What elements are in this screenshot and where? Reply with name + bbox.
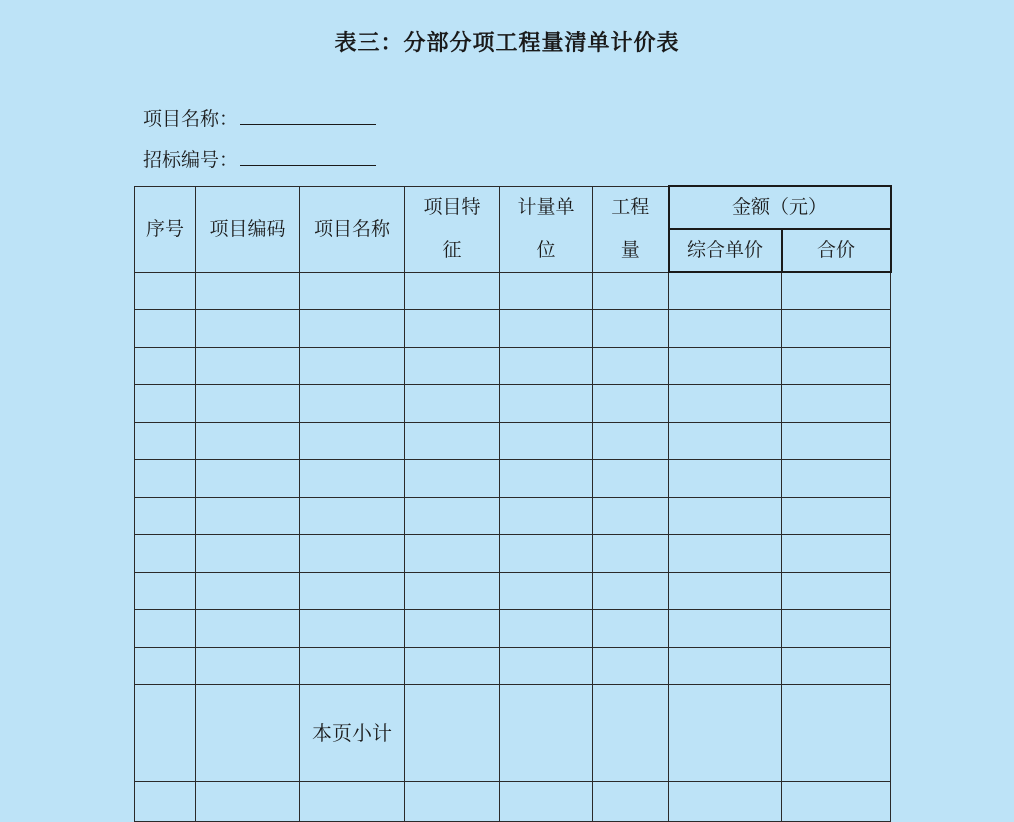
table-cell [500,422,593,460]
header-qty-top: 工程 [593,186,669,229]
table-cell [593,347,669,385]
table-cell [593,460,669,498]
project-name-label: 项目名称： [143,108,239,130]
header-code: 项目编码 [196,186,300,272]
table-cell [593,310,669,348]
table-cell [782,647,891,685]
table-cell [405,782,500,822]
table-cell [135,610,196,648]
table-cell [782,535,891,573]
table-cell [300,460,405,498]
table-cell [135,647,196,685]
table-cell [593,385,669,423]
table-cell [135,782,196,822]
table-cell [669,460,782,498]
table-cell [669,497,782,535]
table-cell [135,422,196,460]
table-cell [593,497,669,535]
table-cell [300,347,405,385]
table-cell [300,572,405,610]
table-row [135,497,891,535]
table-cell [782,272,891,310]
table-cell [196,647,300,685]
table-cell [593,685,669,782]
table-cell [500,685,593,782]
tender-number-field [143,145,376,172]
table-cell [500,497,593,535]
subtotal-row [135,685,891,782]
table-row [135,535,891,573]
table-row [135,310,891,348]
header-unit-top: 计量单 [500,186,593,229]
table-cell [300,310,405,348]
project-name-field [143,104,376,131]
table-cell [782,310,891,348]
table-cell [500,385,593,423]
table-cell [196,782,300,822]
table-row [135,647,891,685]
table-cell [405,647,500,685]
table-cell [669,422,782,460]
table-row [135,347,891,385]
table-cell [500,782,593,822]
table-cell [196,385,300,423]
table-cell [782,347,891,385]
table-cell [669,310,782,348]
header-feature-bottom: 征 [405,229,500,272]
table-cell [669,535,782,573]
table-cell [196,610,300,648]
table-cell [300,385,405,423]
table-row [135,460,891,498]
table-cell [300,610,405,648]
table-cell [782,685,891,782]
header-qty-bottom: 量 [593,229,669,272]
table-cell [300,422,405,460]
table-cell [300,647,405,685]
table-cell [405,422,500,460]
table-cell [500,310,593,348]
table-cell [593,572,669,610]
table-cell [135,347,196,385]
header-name: 项目名称 [300,186,405,272]
table-cell [300,272,405,310]
table-cell [669,610,782,648]
table-cell [405,610,500,648]
table-cell [405,572,500,610]
table-cell [669,782,782,822]
table-cell [669,272,782,310]
table-cell [196,497,300,535]
table-cell [135,572,196,610]
table-cell [782,497,891,535]
table-cell [669,685,782,782]
table-row [135,782,891,822]
table-cell [196,310,300,348]
table-cell [669,572,782,610]
table-cell [500,647,593,685]
table-cell [196,535,300,573]
header-unit-price: 综合单价 [669,229,782,272]
table-cell [135,685,196,782]
table-cell [500,535,593,573]
table-cell [300,782,405,822]
table-cell [405,460,500,498]
table-cell [593,535,669,573]
table-cell [135,272,196,310]
table-row [135,272,891,310]
table-cell [196,685,300,782]
table-cell [405,347,500,385]
table-cell [135,535,196,573]
table-cell [135,385,196,423]
header-seq: 序号 [135,186,196,272]
table-cell [135,497,196,535]
table-cell [593,272,669,310]
table-cell [405,535,500,573]
table-cell [782,610,891,648]
table-cell [405,497,500,535]
table-cell [782,782,891,822]
tender-number-label: 招标编号： [143,149,239,171]
table-cell [593,782,669,822]
table-row [135,610,891,648]
table-cell [669,647,782,685]
table-cell [135,460,196,498]
table-cell [782,385,891,423]
table-cell [196,422,300,460]
table-cell [405,385,500,423]
table-cell [405,310,500,348]
header-total: 合价 [782,229,891,272]
project-name-blank [240,106,376,125]
table-cell [669,385,782,423]
table-cell [500,272,593,310]
table-cell [196,572,300,610]
tender-number-blank [240,147,376,166]
table-cell [405,685,500,782]
subtotal-label: 本页小计 [300,685,405,782]
table-cell [500,610,593,648]
table-cell [593,610,669,648]
table-cell [669,347,782,385]
table-cell [500,572,593,610]
table-body [135,272,891,685]
table-cell [300,497,405,535]
bill-of-quantities-table [134,185,892,822]
table-cell [196,460,300,498]
header-amount: 金额（元） [669,186,891,229]
header-row-1 [135,186,891,229]
table-cell [593,647,669,685]
table-cell [300,535,405,573]
table-row [135,385,891,423]
table-cell [135,310,196,348]
table-cell [782,422,891,460]
table-row [135,422,891,460]
table-cell [500,347,593,385]
table-cell [782,460,891,498]
table-cell [405,272,500,310]
table-cell [196,347,300,385]
page-title: 表三：分部分项工程量清单计价表 [334,30,680,56]
table-row [135,572,891,610]
table-cell [500,460,593,498]
header-feature-top: 项目特 [405,186,500,229]
header-unit-bottom: 位 [500,229,593,272]
table-cell [782,572,891,610]
table-cell [196,272,300,310]
table-cell [593,422,669,460]
